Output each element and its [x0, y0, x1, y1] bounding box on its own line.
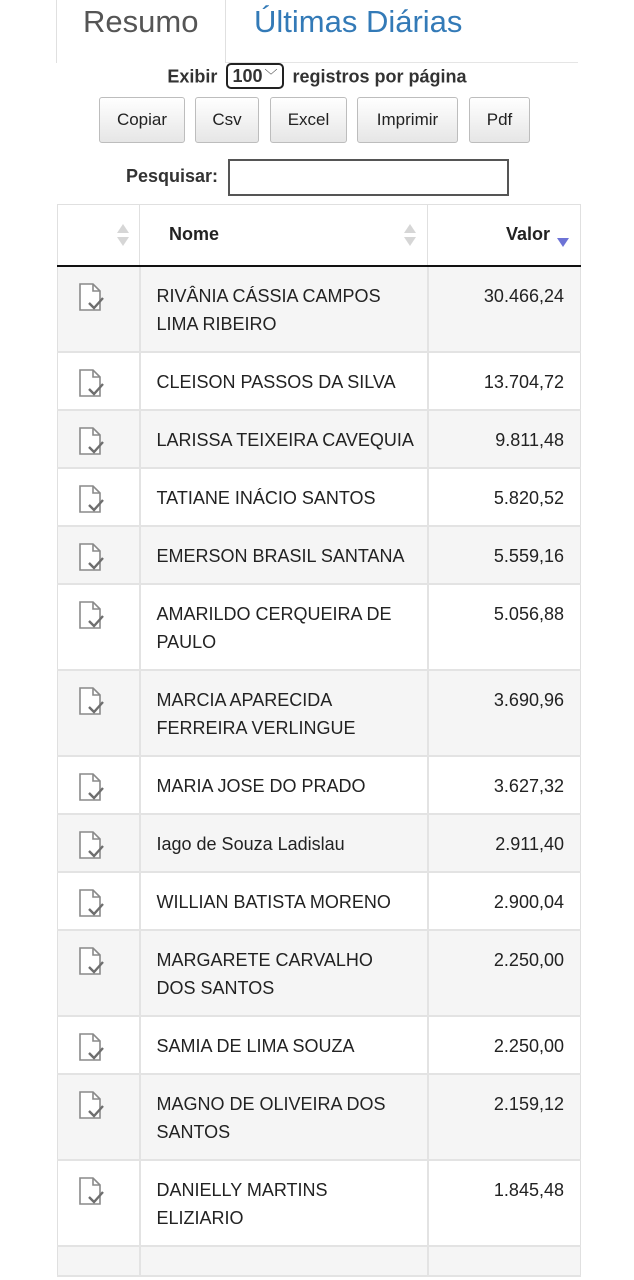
sort-descending-icon	[557, 238, 569, 247]
row-action-cell	[58, 1160, 140, 1246]
table-row	[58, 814, 581, 872]
table-row	[58, 1016, 581, 1074]
row-nome-cell: LARISSA TEIXEIRA CAVEQUIA	[140, 410, 428, 468]
row-action-cell	[58, 670, 140, 756]
chevron-down-icon: ﹀	[264, 68, 278, 84]
table-body	[58, 266, 581, 1276]
document-check-icon[interactable]	[76, 888, 106, 920]
row-valor-cell: 2.911,40	[428, 814, 581, 872]
document-check-icon[interactable]	[76, 600, 106, 632]
print-button[interactable]: Imprimir	[357, 97, 458, 143]
row-nome-cell: AMARILDO CERQUEIRA DE PAULO	[140, 584, 428, 670]
page-length-select[interactable]	[226, 63, 283, 89]
row-nome-cell	[140, 1246, 428, 1276]
length-suffix-label: registros por página	[292, 66, 467, 87]
length-menu	[0, 62, 634, 89]
row-nome-cell: MARIA JOSE DO PRADO	[140, 756, 428, 814]
row-action-cell	[58, 526, 140, 584]
table-row	[58, 930, 581, 1016]
column-header-nome-label: Nome	[169, 224, 220, 245]
tab-resumo[interactable]: Resumo	[56, 0, 226, 63]
row-valor-cell: 5.559,16	[428, 526, 581, 584]
table-row	[58, 1160, 581, 1246]
document-check-icon[interactable]	[76, 282, 106, 314]
row-valor-cell: 2.250,00	[428, 930, 581, 1016]
row-action-cell	[58, 410, 140, 468]
csv-button[interactable]: Csv	[195, 97, 259, 143]
row-nome-cell: MARGARETE CARVALHO DOS SANTOS	[140, 930, 428, 1016]
table-row	[58, 266, 581, 352]
table-row	[58, 468, 581, 526]
row-valor-cell: 13.704,72	[428, 352, 581, 410]
document-check-icon[interactable]	[76, 484, 106, 516]
length-prefix-label: Exibir	[167, 66, 218, 87]
row-valor-cell: 3.627,32	[428, 756, 581, 814]
tab-bar	[56, 0, 578, 63]
row-nome-cell: Iago de Souza Ladislau	[140, 814, 428, 872]
document-check-icon[interactable]	[76, 946, 106, 978]
row-valor-cell: 2.900,04	[428, 872, 581, 930]
sort-both-icon	[404, 224, 416, 246]
table-row	[58, 1074, 581, 1160]
row-action-cell	[58, 468, 140, 526]
document-check-icon[interactable]	[76, 426, 106, 458]
document-check-icon[interactable]	[76, 1090, 106, 1122]
document-check-icon[interactable]	[76, 830, 106, 862]
table-row	[58, 352, 581, 410]
row-valor-cell	[428, 1246, 581, 1276]
row-action-cell	[58, 756, 140, 814]
row-action-cell	[58, 1016, 140, 1074]
row-valor-cell: 2.250,00	[428, 1016, 581, 1074]
row-action-cell	[58, 352, 140, 410]
row-valor-cell: 2.159,12	[428, 1074, 581, 1160]
row-nome-cell: RIVÂNIA CÁSSIA CAMPOS LIMA RIBEIRO	[140, 266, 428, 352]
table-row	[58, 872, 581, 930]
row-nome-cell: TATIANE INÁCIO SANTOS	[140, 468, 428, 526]
row-valor-cell: 3.690,96	[428, 670, 581, 756]
column-header-nome[interactable]	[140, 205, 428, 266]
table-row	[58, 584, 581, 670]
row-action-cell	[58, 814, 140, 872]
tab-ultimas-diarias[interactable]: Últimas Diárias	[254, 4, 463, 39]
excel-button[interactable]: Excel	[270, 97, 347, 143]
row-nome-cell: SAMIA DE LIMA SOUZA	[140, 1016, 428, 1074]
row-nome-cell: MAGNO DE OLIVEIRA DOS SANTOS	[140, 1074, 428, 1160]
copy-button[interactable]: Copiar	[99, 97, 185, 143]
document-check-icon[interactable]	[76, 772, 106, 804]
row-valor-cell: 5.056,88	[428, 584, 581, 670]
table-row	[58, 410, 581, 468]
row-action-cell	[58, 872, 140, 930]
row-nome-cell: WILLIAN BATISTA MORENO	[140, 872, 428, 930]
column-header-action[interactable]	[58, 205, 140, 266]
search-input[interactable]	[228, 159, 509, 196]
row-action-cell	[58, 1074, 140, 1160]
document-check-icon[interactable]	[76, 1176, 106, 1208]
document-check-icon[interactable]	[76, 1032, 106, 1064]
table-row	[58, 526, 581, 584]
row-valor-cell: 30.466,24	[428, 266, 581, 352]
row-valor-cell: 5.820,52	[428, 468, 581, 526]
row-nome-cell: EMERSON BRASIL SANTANA	[140, 526, 428, 584]
row-action-cell	[58, 584, 140, 670]
table-row	[58, 1246, 581, 1276]
column-header-valor[interactable]	[428, 205, 581, 266]
pdf-button[interactable]: Pdf	[469, 97, 530, 143]
sort-both-icon	[117, 224, 129, 246]
row-action-cell	[58, 930, 140, 1016]
diarias-table	[57, 204, 581, 1277]
column-header-valor-label: Valor	[505, 224, 550, 245]
table-row	[58, 756, 581, 814]
document-check-icon[interactable]	[76, 686, 106, 718]
document-check-icon[interactable]	[76, 368, 106, 400]
row-nome-cell: MARCIA APARECIDA FERREIRA VERLINGUE	[140, 670, 428, 756]
table-row	[58, 670, 581, 756]
search-label: Pesquisar:	[126, 166, 219, 186]
row-action-cell	[58, 266, 140, 352]
page-length-value: 100	[232, 66, 263, 87]
row-valor-cell: 1.845,48	[428, 1160, 581, 1246]
row-nome-cell: CLEISON PASSOS DA SILVA	[140, 352, 428, 410]
row-action-cell	[58, 1246, 140, 1276]
document-check-icon[interactable]	[76, 542, 106, 574]
row-nome-cell: DANIELLY MARTINS ELIZIARIO	[140, 1160, 428, 1246]
table-header-row	[58, 205, 581, 266]
row-valor-cell: 9.811,48	[428, 410, 581, 468]
